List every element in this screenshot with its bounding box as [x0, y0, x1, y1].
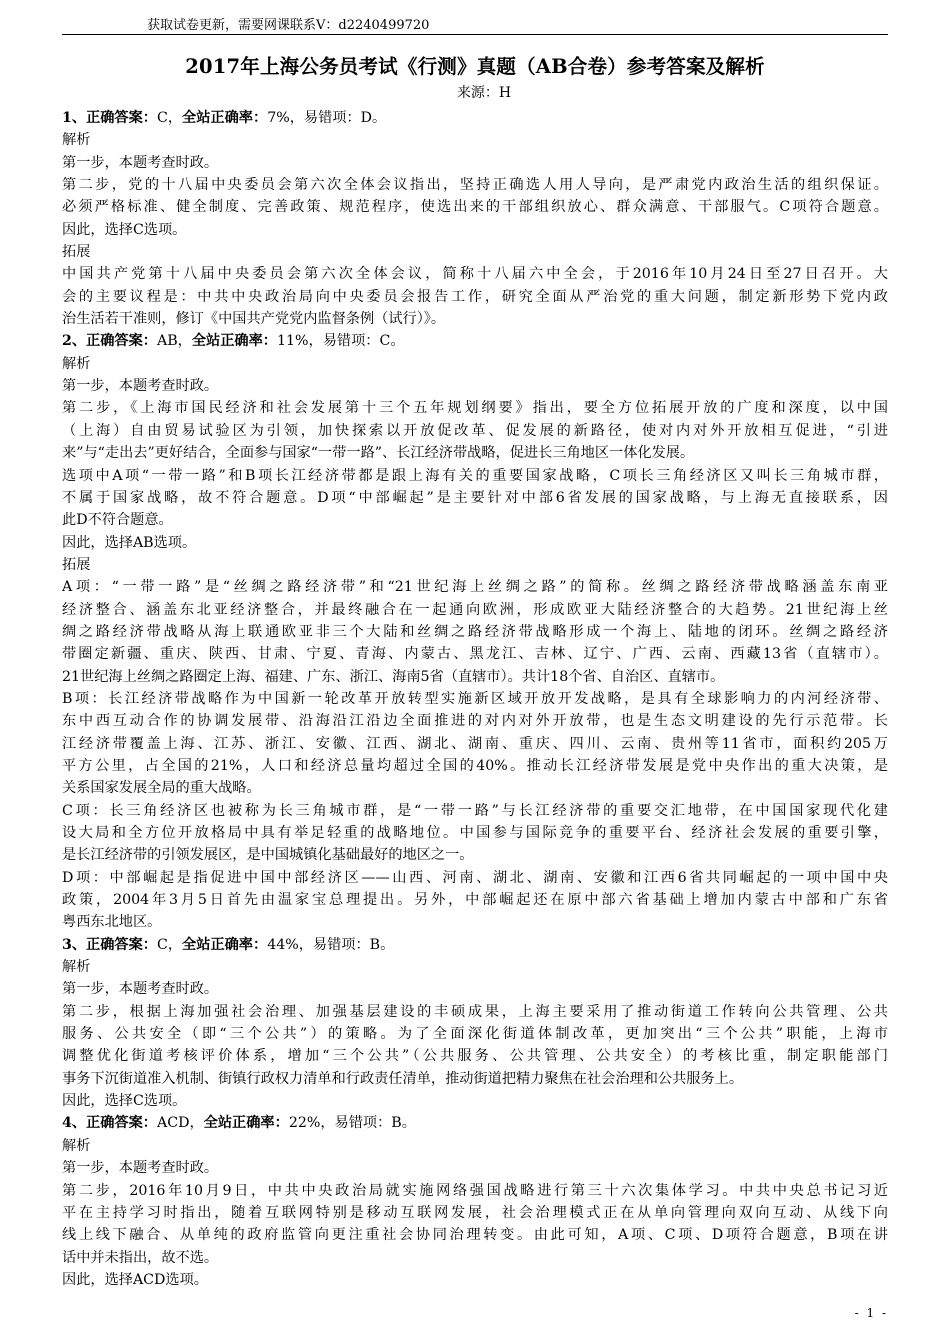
line-text: 粤西东北地区。 — [62, 914, 162, 931]
text-line — [62, 688, 888, 710]
text-line — [62, 1180, 888, 1202]
text-line — [62, 911, 888, 933]
line-text: 治生活若干准则，修订《中国共产党党内监督条例（试行）》。 — [62, 311, 446, 328]
bold-label: 3、正确答案： — [62, 936, 157, 953]
line-text: 解析 — [62, 132, 91, 149]
line-text: （上海）自由贸易试验区为引领，加快探索以开放促改革、促发展的新路径，使对内对外开放相互促进，“引进 — [62, 422, 888, 439]
line-text: 因此，选择C选项。 — [62, 221, 187, 238]
line-text: 线上线下融合、从单纯的政府监管向更注重社会协同治理转变。由此可知，A项、C项、D项符合题意，B项在讲 — [62, 1227, 888, 1244]
text-line — [62, 532, 888, 554]
text-line — [62, 1269, 888, 1291]
line-text: 此D不符合题意。 — [62, 512, 173, 529]
line-text: D项：中部崛起是指促进中国中部经济区——山西、河南、湖北、湖南、安徽和江西6省共同崛起的一项中国中央 — [62, 869, 888, 886]
line-text: 因此，选择C选项。 — [62, 1093, 187, 1110]
bold-label: 2、正确答案： — [62, 333, 157, 350]
line-text: 第一步，本题考查时政。 — [62, 1160, 219, 1177]
text-line — [62, 353, 888, 375]
page-number: - 1 - — [854, 1306, 888, 1320]
line-text: 第二步，《上海市国民经济和社会发展第十三个五年规划纲要》指出，要全方位拓展开放的广度和深度，以中国 — [62, 400, 888, 417]
text-line — [62, 1157, 888, 1179]
bold-label: 全站正确率： — [191, 333, 277, 350]
header-rule — [62, 34, 888, 35]
text-line — [62, 308, 888, 330]
line-text: 话中并未指出，故不选。 — [62, 1249, 219, 1266]
text-line — [62, 777, 888, 799]
bold-label: 全站正确率： — [203, 1115, 289, 1132]
document-body — [62, 107, 888, 1291]
text-line — [62, 397, 888, 419]
text-line — [62, 487, 888, 509]
line-text: 11%，易错项：C。 — [277, 333, 405, 350]
line-text: 拓展 — [62, 244, 91, 261]
text-line — [62, 219, 888, 241]
line-text: 第二步，党的十八届中央委员会第六次全体会议指出，坚持正确选人用人导向，是严肃党内政治生活的组织保证。 — [62, 177, 888, 194]
line-text: 中国共产党第十八届中央委员会第六次全体会议，简称十八届六中全会，于2016年10月24日至27日召开。大 — [62, 266, 888, 283]
line-text: 21世纪海上丝绸之路圈定上海、福建、广东、浙江、海南5省（直辖市）。共计18个省、自治区、直辖市。 — [62, 668, 725, 685]
line-text: 因此，选择AB选项。 — [62, 534, 197, 551]
bold-label: 1、正确答案： — [62, 110, 157, 126]
text-line — [62, 442, 888, 464]
text-line — [62, 286, 888, 308]
line-text: 东中西互动合作的协调发展带、沿海沿江沿边全面推进的对内对外开放带，也是生态文明建设的先行示范带。长 — [62, 713, 888, 730]
line-text: 第二步，2016年10月9日，中共中央政治局就实施网络强国战略进行第三十六次集体学习。中共中央总书记习近 — [62, 1182, 888, 1199]
text-line — [62, 1090, 888, 1112]
line-text: 调整优化街道考核评价体系，增加“三个公共”（公共服务、公共管理、公共安全）的考核比重，制定职能部门 — [62, 1048, 888, 1065]
text-line — [62, 666, 888, 688]
line-text: 会的主要议程是：中共中央政治局向中央委员会报告工作，研究全面从严治党的重大问题，制定新形势下党内政 — [62, 288, 888, 305]
line-text: C， — [157, 936, 183, 953]
bold-label: 全站正确率： — [182, 110, 268, 126]
line-text: 绸之路经济带战略从海上联通欧亚非三个大陆和丝绸之路经济带战略形成一个海上、陆地的闭环。丝绸之路经济 — [62, 623, 888, 640]
text-line — [62, 1247, 888, 1269]
text-line — [62, 129, 888, 151]
text-line — [62, 420, 888, 442]
text-line — [62, 1068, 888, 1090]
line-text: 来”与“走出去”更好结合，全面参与国家“一带一路”、长江经济带战略，促进长三角地区一体化发展。 — [62, 445, 695, 462]
text-line — [62, 1112, 888, 1134]
line-text: 第一步，本题考查时政。 — [62, 981, 219, 998]
line-text: AB， — [157, 333, 192, 350]
document-title: 2017年上海公务员考试《行测》真题（AB合卷）参考答案及解析 — [185, 55, 765, 78]
text-line — [62, 978, 888, 1000]
text-line — [62, 263, 888, 285]
text-line — [62, 889, 888, 911]
line-text: 拓展 — [62, 556, 91, 573]
line-text: 是长江经济带的引领发展区，是中国城镇化基础最好的地区之一。 — [62, 847, 474, 864]
line-text: 江经济带覆盖上海、江苏、浙江、安徽、江西、湖北、湖南、重庆、四川、云南、贵州等11省市，面积约205万 — [62, 735, 888, 752]
line-text: 经济整合、涵盖东北亚经济整合，并最终融合在一起通向欧洲，形成欧亚大陆经济整合的大趋势。21世纪海上丝 — [62, 601, 888, 618]
text-line — [62, 196, 888, 218]
line-text: 解析 — [62, 355, 91, 372]
text-line — [62, 643, 888, 665]
source-line: 来源：H — [456, 85, 512, 101]
text-line — [62, 107, 888, 129]
text-line — [62, 822, 888, 844]
text-line — [62, 241, 888, 263]
line-text: 第二步，根据上海加强社会治理、加强基层建设的丰硕成果，上海主要采用了推动街道工作转向公共管理、公共 — [62, 1003, 888, 1020]
text-line — [62, 375, 888, 397]
line-text: 第一步，本题考查时政。 — [62, 378, 219, 395]
text-line — [62, 867, 888, 889]
line-text: 事务下沉街道准入机制、街镇行政权力清单和行政责任清单，推动街道把精力聚焦在社会治理和公共服务上。 — [62, 1070, 744, 1087]
line-text: 解析 — [62, 959, 91, 976]
line-text: 关系国家发展全局的重大战略。 — [62, 780, 261, 797]
text-line — [62, 1135, 888, 1157]
line-text: 设大局和全方位开放格局中具有举足轻重的战略地位。中国参与国际竞争的重要平台、经济社会发展的重要引擎， — [62, 825, 888, 841]
text-line — [62, 554, 888, 576]
line-text: 22%，易错项：B。 — [288, 1115, 416, 1132]
text-line — [62, 621, 888, 643]
text-line — [62, 733, 888, 755]
line-text: 平在主持学习时指出，随着互联网特别是移动互联网发展，社会治理模式正在从单向管理向双向互动、从线下向 — [62, 1204, 888, 1221]
text-line — [62, 800, 888, 822]
text-line — [62, 844, 888, 866]
text-line — [62, 755, 888, 777]
line-text: A项：“一带一路”是“丝绸之路经济带”和“21世纪海上丝绸之路”的简称。丝绸之路经济带战略涵盖东南亚 — [62, 579, 888, 596]
line-text: 平方公里，占全国的21%，人口和经济总量均超过全国的40%。推动长江经济带发展是党中央作出的重大决策，是 — [62, 757, 888, 774]
line-text: 服务、公共安全（即“三个公共”）的策略。为了全面深化街道体制改革，更加突出“三个公共”职能，上海市 — [62, 1026, 888, 1043]
text-line — [62, 1023, 888, 1045]
line-text: 选项中A项“一带一路”和B项长江经济带都是跟上海有关的重要国家战略，C项长三角经济区又叫长三角城市群， — [62, 467, 888, 484]
text-line — [62, 465, 888, 487]
text-line — [62, 710, 888, 732]
text-line — [62, 1224, 888, 1246]
line-text: 因此，选择ACD选项。 — [62, 1271, 208, 1288]
line-text: C， — [157, 110, 183, 126]
text-line — [62, 599, 888, 621]
bold-label: 4、正确答案： — [62, 1115, 157, 1132]
line-text: C项：长三角经济区也被称为长三角城市群，是“一带一路”与长江经济带的重要交汇地带，在中国国家现代化建 — [62, 802, 888, 819]
text-line — [62, 1001, 888, 1023]
line-text: 第一步，本题考查时政。 — [62, 154, 219, 171]
bold-label: 全站正确率： — [182, 936, 268, 953]
text-line — [62, 509, 888, 531]
line-text: ACD， — [157, 1115, 204, 1132]
text-line — [62, 174, 888, 196]
text-line — [62, 330, 888, 352]
text-line — [62, 1202, 888, 1224]
text-line — [62, 934, 888, 956]
text-line — [62, 956, 888, 978]
line-text: 7%，易错项：D。 — [267, 110, 387, 126]
line-text: 44%，易错项：B。 — [267, 936, 395, 953]
line-text: 必须严格标准、健全制度、完善政策、规范程序，使选出来的干部组织放心、群众满意、干部服气。C项符合题意。 — [62, 199, 888, 216]
text-line — [62, 1045, 888, 1067]
line-text: B项：长江经济带战略作为中国新一轮改革开放转型实施新区域开放开发战略，是具有全球影响力的内河经济带、 — [62, 690, 888, 707]
line-text: 不属于国家战略，故不符合题意。D项“中部崛起”是主要针对中部6省发展的国家战略，与上海无直接联系，因 — [62, 489, 888, 506]
line-text: 政策，2004年3月5日首先由温家宝总理提出。另外，中部崛起还在原中部六省基础上增加内蒙古中部和广东省 — [62, 892, 888, 909]
text-line — [62, 576, 888, 598]
line-text: 带圈定新疆、重庆、陕西、甘肃、宁夏、青海、内蒙古、黑龙江、吉林、辽宁、广西、云南、西藏13省（直辖市）。 — [62, 646, 888, 663]
text-line — [62, 152, 888, 174]
header-text: 获取试卷更新，需要网课联系V：d2240499720 — [147, 18, 430, 33]
line-text: 解析 — [62, 1137, 91, 1154]
